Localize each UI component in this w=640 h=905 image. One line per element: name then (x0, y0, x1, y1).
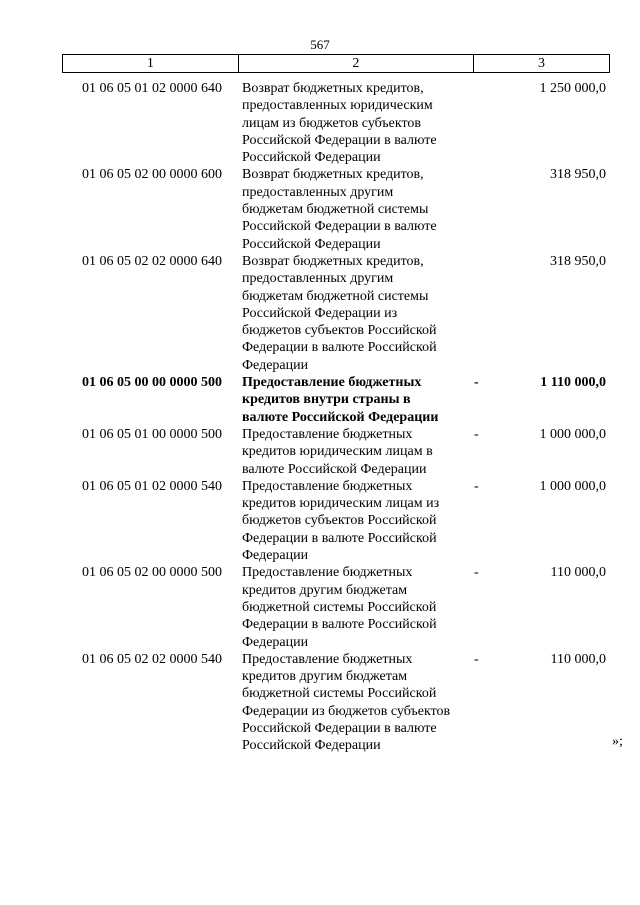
amount-cell (474, 651, 610, 755)
description-line: Федерации из бюджетов субъектов (242, 703, 451, 719)
column-header-row (63, 55, 610, 73)
minus-sign (474, 253, 518, 374)
description-line: валюте Российской Федерации (242, 409, 439, 425)
description-line: Федерации в валюте Российской (242, 340, 437, 356)
description-line: Возврат бюджетных кредитов, (242, 253, 424, 269)
description-line: Российской Федерации из (242, 305, 398, 321)
budget-code: 01 06 05 02 00 0000 600 (82, 167, 222, 183)
description-line: кредитов другим бюджетам (242, 669, 408, 685)
description-line: бюджетов субъектов Российской (242, 323, 437, 339)
budget-table-body (62, 80, 610, 755)
table-row (62, 478, 610, 564)
amount-value: 110 000,0 (550, 565, 606, 581)
item-description (242, 564, 474, 650)
description-line: кредитов другим бюджетам (242, 582, 408, 598)
amount-value: 1 000 000,0 (539, 478, 606, 494)
description-line: предоставленных другим (242, 184, 394, 200)
amount-value: 1 110 000,0 (540, 375, 606, 391)
amount-cell (474, 166, 610, 252)
description-line: Предоставление бюджетных (242, 426, 413, 442)
amount-value: 318 950,0 (550, 253, 606, 269)
description-line: Российской Федерации (242, 150, 381, 166)
description-line: Федерации (242, 634, 309, 650)
item-description (242, 253, 474, 374)
description-line: Российской Федерации (242, 738, 381, 754)
table-row (62, 651, 610, 755)
minus-sign: - (474, 651, 479, 667)
amount-cell (474, 80, 610, 166)
table-row (62, 80, 610, 166)
description-line: Федерации в валюте Российской (242, 530, 437, 546)
budget-code: 01 06 05 01 02 0000 540 (82, 478, 222, 494)
table-row (62, 374, 610, 426)
table-row (62, 564, 610, 650)
amount-value: 318 950,0 (550, 167, 606, 183)
page-number: 567 (310, 37, 330, 52)
column-header-2: 2 (238, 55, 473, 73)
description-line: кредитов юридическим лицам в (242, 444, 433, 460)
description-line: Возврат бюджетных кредитов, (242, 81, 424, 96)
budget-code: 01 06 05 02 02 0000 540 (82, 651, 222, 667)
minus-sign (474, 80, 518, 166)
table-row (62, 253, 610, 374)
item-description (242, 651, 474, 755)
description-line: бюджетов субъектов Российской (242, 513, 437, 529)
amount-value: 110 000,0 (550, 651, 606, 667)
description-line: бюджетной системы Российской (242, 599, 437, 615)
description-line: Российской Федерации в валюте (242, 720, 437, 736)
description-line: кредитов юридическим лицам из (242, 496, 440, 512)
minus-sign: - (474, 375, 479, 391)
budget-code: 01 06 05 02 00 0000 500 (82, 565, 222, 581)
column-header-1: 1 (63, 55, 239, 73)
budget-code: 01 06 05 02 02 0000 640 (82, 253, 222, 269)
description-line: Российской Федерации в валюте (242, 132, 437, 148)
amount-value: 1 000 000,0 (539, 426, 606, 442)
description-line: бюджетам бюджетной системы (242, 288, 429, 304)
item-description (242, 166, 474, 252)
minus-sign (474, 166, 518, 252)
description-line: бюджетной системы Российской (242, 686, 437, 702)
budget-code: 01 06 05 01 02 0000 640 (82, 81, 222, 96)
description-line: бюджетам бюджетной системы (242, 202, 429, 218)
column-header-3: 3 (473, 55, 609, 73)
description-line: лицам из бюджетов субъектов (242, 115, 422, 131)
description-line: Предоставление бюджетных (242, 565, 413, 581)
amount-cell (474, 374, 610, 426)
description-line: Предоставление бюджетных (242, 375, 422, 391)
minus-sign: - (474, 565, 479, 581)
minus-sign: - (474, 426, 479, 442)
table-row (62, 166, 610, 252)
description-line: Федерации (242, 357, 309, 373)
amount-cell (474, 426, 610, 478)
item-description (242, 80, 474, 166)
description-line: Российской Федерации (242, 236, 381, 252)
amount-cell (474, 478, 610, 564)
table-row (62, 426, 610, 478)
amount-value: 1 250 000,0 (539, 81, 606, 96)
amount-cell (474, 253, 610, 374)
description-line: Российской Федерации в валюте (242, 219, 437, 235)
item-description (242, 374, 474, 426)
description-line: Возврат бюджетных кредитов, (242, 167, 424, 183)
description-line: Предоставление бюджетных (242, 478, 413, 494)
amount-cell (474, 564, 610, 650)
description-line: валюте Российской Федерации (242, 461, 427, 477)
description-line: Федерации в валюте Российской (242, 617, 437, 633)
description-line: кредитов внутри страны в (242, 392, 411, 408)
budget-code: 01 06 05 01 00 0000 500 (82, 426, 222, 442)
item-description (242, 426, 474, 478)
minus-sign: - (474, 478, 479, 494)
description-line: предоставленных другим (242, 271, 394, 287)
budget-code: 01 06 05 00 00 0000 500 (82, 375, 222, 391)
closing-mark: »; (612, 734, 623, 749)
item-description (242, 478, 474, 564)
column-header-table (62, 54, 610, 73)
description-line: предоставленных юридическим (242, 98, 433, 114)
description-line: Предоставление бюджетных (242, 651, 413, 667)
description-line: Федерации (242, 548, 309, 564)
